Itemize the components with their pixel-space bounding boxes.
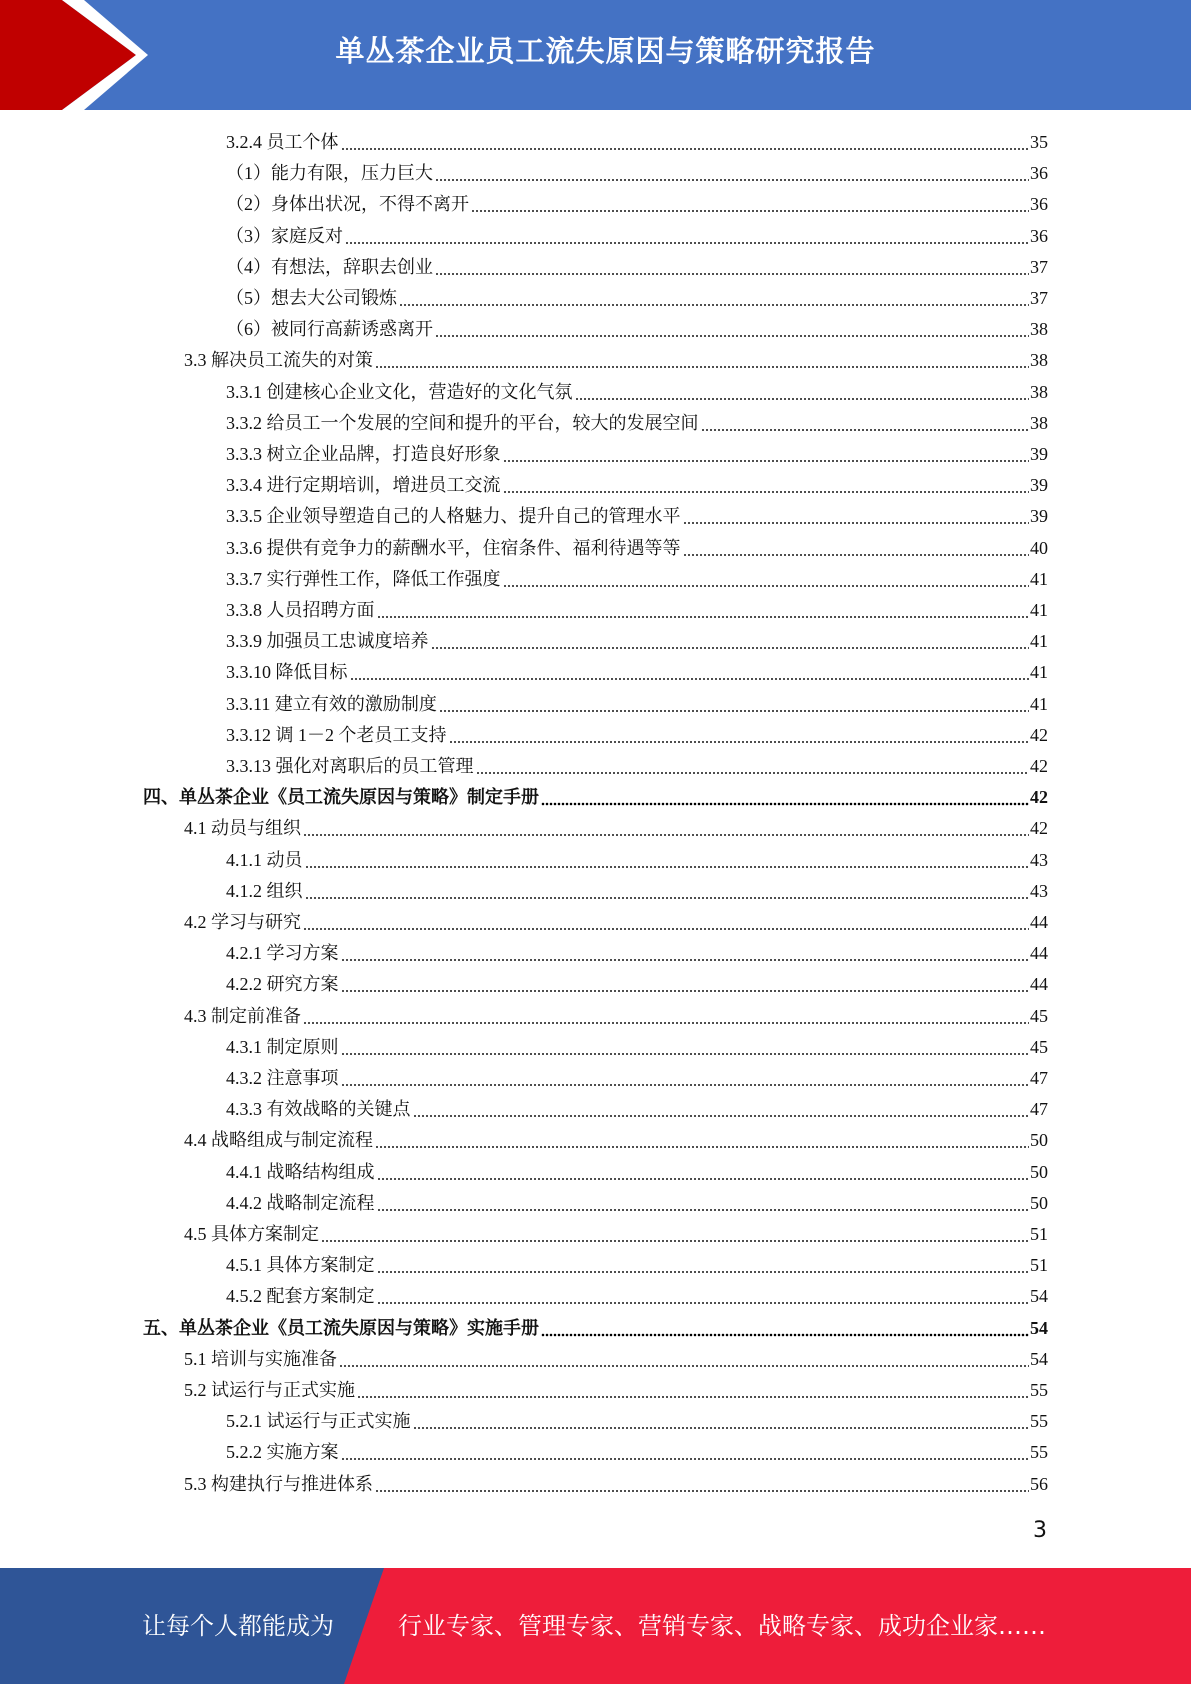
toc-entry-label: 4.3.2 注意事项 — [226, 1068, 339, 1088]
toc-entry-page: 56 — [1030, 1473, 1048, 1494]
toc-entry-page: 44 — [1030, 943, 1048, 964]
toc-entry-label: 5.3 构建执行与推进体系 — [184, 1473, 373, 1494]
toc-entry[interactable] — [226, 315, 1048, 343]
toc-entry-label: 5.1 培训与实施准备 — [184, 1348, 337, 1369]
toc-entry[interactable] — [143, 1314, 1048, 1342]
toc-entry-page: 35 — [1030, 132, 1048, 152]
toc-dot-leader — [683, 537, 1030, 557]
toc-dot-leader — [341, 1441, 1030, 1461]
toc-dot-leader — [683, 505, 1030, 525]
toc-entry-page: 38 — [1030, 381, 1048, 402]
toc-entry-page: 41 — [1030, 568, 1048, 589]
toc-entry-label: 3.3.8 人员招聘方面 — [226, 600, 375, 620]
page-footer — [0, 1568, 1191, 1684]
toc-dot-leader — [377, 1254, 1030, 1274]
toc-entry[interactable] — [226, 1282, 1048, 1310]
toc-entry-page: 50 — [1030, 1130, 1048, 1151]
toc-entry-label: （1）能力有限，压力巨大 — [226, 163, 433, 184]
toc-entry-page: 39 — [1030, 444, 1048, 464]
toc-dot-leader — [341, 973, 1030, 993]
toc-entry-label: 3.3.6 提供有竞争力的薪酬水平，住宿条件、福利待遇等等 — [226, 537, 681, 558]
toc-entry-label: 3.3.10 降低目标 — [226, 662, 348, 683]
toc-entry-page: 44 — [1030, 912, 1048, 932]
toc-entry[interactable] — [226, 1438, 1048, 1466]
toc-entry-label: （4）有想法，辞职去创业 — [226, 256, 433, 277]
toc-dot-leader — [431, 630, 1030, 650]
toc-entry-label: （2）身体出状况，不得不离开 — [226, 194, 469, 215]
toc-entry-page: 43 — [1030, 880, 1048, 901]
toc-entry[interactable] — [226, 534, 1048, 562]
toc-entry-page: 39 — [1030, 506, 1048, 527]
toc-entry-label: 3.3.2 给员工一个发展的空间和提升的平台，较大的发展空间 — [226, 412, 699, 433]
toc-entry[interactable] — [184, 908, 1048, 936]
toc-dot-leader — [375, 1473, 1029, 1493]
toc-entry-label: 五、单丛茶企业《员工流失原因与策略》实施手册 — [143, 1317, 539, 1338]
page-number: 3 — [1033, 1518, 1047, 1543]
toc-entry[interactable] — [226, 440, 1048, 468]
toc-entry[interactable] — [226, 877, 1048, 905]
toc-dot-leader — [377, 1285, 1030, 1305]
toc-dot-leader — [341, 131, 1030, 151]
toc-entry-label: 5.2 试运行与正式实施 — [184, 1380, 355, 1400]
toc-entry-label: 4.2.1 学习方案 — [226, 943, 339, 964]
toc-entry-label: 4.4.2 战略制定流程 — [226, 1192, 375, 1213]
toc-dot-leader — [377, 599, 1030, 619]
toc-dot-leader — [399, 287, 1029, 307]
toc-entry[interactable] — [226, 690, 1048, 718]
toc-entry[interactable] — [226, 627, 1048, 655]
toc-dot-leader — [476, 755, 1030, 775]
toc-entry-label: 4.2.2 研究方案 — [226, 974, 339, 995]
toc-entry[interactable] — [226, 658, 1048, 686]
toc-entry-page: 43 — [1030, 849, 1048, 870]
toc-entry[interactable] — [226, 721, 1048, 749]
toc-dot-leader — [341, 1036, 1030, 1056]
footer-slogan-right: 行业专家、管理专家、营销专家、战略专家、成功企业家…… — [398, 1612, 1046, 1640]
toc-dot-leader — [350, 661, 1030, 681]
toc-entry-label: 4.4 战略组成与制定流程 — [184, 1130, 373, 1151]
toc-entry-label: 4.5 具体方案制定 — [184, 1224, 319, 1244]
toc-dot-leader — [435, 162, 1029, 182]
toc-entry-label: 3.3.1 创建核心企业文化，营造好的文化气氛 — [226, 381, 573, 402]
toc-entry[interactable] — [184, 1220, 1048, 1248]
toc-entry-page: 51 — [1030, 1224, 1048, 1244]
toc-entry-label: 5.2.1 试运行与正式实施 — [226, 1411, 411, 1432]
toc-entry[interactable] — [226, 1189, 1048, 1217]
toc-entry[interactable] — [226, 378, 1048, 406]
toc-entry-label: 3.3.5 企业领导塑造自己的人格魅力、提升自己的管理水平 — [226, 506, 681, 527]
toc-entry-label: 四、单丛茶企业《员工流失原因与策略》制定手册 — [143, 787, 539, 808]
toc-entry-page: 50 — [1030, 1161, 1048, 1182]
toc-entry-page: 55 — [1030, 1380, 1048, 1400]
toc-entry-page: 38 — [1030, 319, 1048, 340]
toc-dot-leader — [701, 412, 1030, 432]
toc-entry[interactable] — [143, 783, 1048, 811]
footer-slogan-left: 让每个人都能成为 — [142, 1612, 334, 1640]
toc-dot-leader — [375, 1129, 1029, 1149]
toc-dot-leader — [357, 1379, 1029, 1399]
toc-entry[interactable] — [226, 1251, 1048, 1279]
toc-dot-leader — [303, 1005, 1029, 1025]
toc-dot-leader — [541, 786, 1029, 806]
toc-entry[interactable] — [226, 1158, 1048, 1186]
toc-dot-leader — [503, 443, 1030, 463]
toc-entry-label: 4.3 制定前准备 — [184, 1005, 301, 1026]
toc-entry[interactable] — [184, 1470, 1048, 1498]
toc-entry-page: 42 — [1030, 756, 1048, 776]
toc-entry-label: （3）家庭反对 — [226, 225, 343, 246]
toc-dot-leader — [341, 1067, 1030, 1087]
toc-dot-leader — [471, 193, 1029, 213]
toc-entry-label: 3.3.3 树立企业品牌，打造良好形象 — [226, 444, 501, 464]
toc-dot-leader — [449, 724, 1030, 744]
toc-entry-page: 55 — [1030, 1442, 1048, 1463]
toc-entry-page: 50 — [1030, 1192, 1048, 1213]
toc-entry[interactable] — [226, 939, 1048, 967]
toc-entry-page: 38 — [1030, 412, 1048, 433]
toc-entry-label: 4.4.1 战略结构组成 — [226, 1161, 375, 1182]
toc-entry[interactable] — [226, 284, 1048, 312]
toc-dot-leader — [439, 693, 1029, 713]
toc-entry-label: 4.3.1 制定原则 — [226, 1036, 339, 1057]
toc-entry[interactable] — [226, 846, 1048, 874]
toc-dot-leader — [321, 1223, 1029, 1243]
toc-entry-label: 5.2.2 实施方案 — [226, 1442, 339, 1463]
toc-dot-leader — [435, 318, 1029, 338]
toc-entry-page: 41 — [1030, 600, 1048, 620]
toc-entry-page: 47 — [1030, 1068, 1048, 1088]
toc-entry-page: 41 — [1030, 662, 1048, 683]
toc-dot-leader — [339, 1348, 1029, 1368]
toc-entry[interactable] — [184, 346, 1048, 374]
toc-entry[interactable] — [226, 409, 1048, 437]
toc-entry-page: 42 — [1030, 787, 1048, 808]
toc-entry-page: 37 — [1030, 288, 1048, 308]
toc-dot-leader — [375, 349, 1029, 369]
toc-entry-page: 38 — [1030, 350, 1048, 371]
toc-entry-page: 55 — [1030, 1411, 1048, 1432]
toc-entry-label: 4.1.2 组织 — [226, 880, 303, 901]
toc-dot-leader — [435, 256, 1029, 276]
toc-entry[interactable] — [226, 253, 1048, 281]
toc-entry[interactable] — [226, 1095, 1048, 1123]
toc-entry-page: 54 — [1030, 1348, 1048, 1369]
toc-entry-label: 4.2 学习与研究 — [184, 912, 301, 932]
toc-entry[interactable] — [184, 1002, 1048, 1030]
toc-entry-label: 4.5.1 具体方案制定 — [226, 1255, 375, 1276]
toc-entry-label: （5）想去大公司锻炼 — [226, 288, 397, 308]
toc-dot-leader — [413, 1098, 1030, 1118]
toc-entry-page: 37 — [1030, 256, 1048, 277]
toc-entry-label: 4.3.3 有效战略的关键点 — [226, 1099, 411, 1120]
toc-entry[interactable] — [226, 596, 1048, 624]
toc-entry[interactable] — [184, 1376, 1048, 1404]
toc-dot-leader — [341, 942, 1030, 962]
toc-entry[interactable] — [226, 1033, 1048, 1061]
toc-dot-leader — [303, 911, 1029, 931]
toc-entry-page: 36 — [1030, 194, 1048, 215]
toc-entry-page: 36 — [1030, 225, 1048, 246]
toc-entry-page: 42 — [1030, 724, 1048, 745]
toc-entry-page: 47 — [1030, 1099, 1048, 1120]
toc-entry-label: 3.3.13 强化对离职后的员工管理 — [226, 756, 474, 776]
toc-dot-leader — [305, 880, 1030, 900]
report-title: 单丛茶企业员工流失原因与策略研究报告 — [335, 33, 876, 68]
toc-entry-page: 41 — [1030, 631, 1048, 652]
toc-entry-label: 3.3.9 加强员工忠诚度培养 — [226, 631, 429, 652]
toc-dot-leader — [345, 225, 1029, 245]
toc-entry-page: 45 — [1030, 1005, 1048, 1026]
toc-entry[interactable] — [226, 1407, 1048, 1435]
toc-entry-page: 42 — [1030, 818, 1048, 839]
toc-entry-label: 3.3.7 实行弹性工作，降低工作强度 — [226, 568, 501, 589]
toc-entry[interactable] — [184, 1126, 1048, 1154]
toc-entry[interactable] — [226, 128, 1048, 156]
toc-dot-leader — [377, 1161, 1030, 1181]
toc-entry-page: 40 — [1030, 537, 1048, 558]
toc-entry-label: 3.3 解决员工流失的对策 — [184, 350, 373, 371]
toc-dot-leader — [413, 1410, 1030, 1430]
toc-entry-label: （6）被同行高薪诱惑离开 — [226, 319, 433, 340]
toc-entry[interactable] — [226, 752, 1048, 780]
toc-entry-page: 41 — [1030, 693, 1048, 714]
toc-entry[interactable] — [226, 565, 1048, 593]
toc-entry[interactable] — [226, 970, 1048, 998]
toc-dot-leader — [503, 474, 1030, 494]
toc-dot-leader — [377, 1192, 1030, 1212]
toc-dot-leader — [575, 381, 1030, 401]
toc-entry-page: 44 — [1030, 974, 1048, 995]
toc-entry-label: 3.3.11 建立有效的激励制度 — [226, 693, 437, 714]
toc-entry-page: 45 — [1030, 1036, 1048, 1057]
toc-dot-leader — [503, 568, 1030, 588]
toc-entry-label: 4.5.2 配套方案制定 — [226, 1286, 375, 1307]
toc-entry[interactable] — [226, 1064, 1048, 1092]
toc-entry-label: 4.1 动员与组织 — [184, 818, 301, 839]
toc-entry[interactable] — [226, 471, 1048, 499]
toc-entry[interactable] — [184, 814, 1048, 842]
toc-entry-page: 54 — [1030, 1317, 1048, 1338]
toc-entry[interactable] — [184, 1345, 1048, 1373]
toc-entry-label: 3.2.4 员工个体 — [226, 132, 339, 152]
page-header — [0, 0, 1191, 110]
toc-entry[interactable] — [226, 190, 1048, 218]
toc-entry-label: 3.3.12 调 1－2 个老员工支持 — [226, 724, 447, 745]
toc-entry[interactable] — [226, 502, 1048, 530]
toc-entry-page: 54 — [1030, 1286, 1048, 1307]
toc-entry-page: 51 — [1030, 1255, 1048, 1276]
toc-entry-page: 36 — [1030, 163, 1048, 184]
toc-dot-leader — [305, 849, 1030, 869]
toc-entry-page: 39 — [1030, 475, 1048, 496]
toc-dot-leader — [303, 817, 1029, 837]
toc-entry-label: 4.1.1 动员 — [226, 849, 303, 870]
toc-entry[interactable] — [226, 222, 1048, 250]
toc-entry[interactable] — [226, 159, 1048, 187]
toc-entry-label: 3.3.4 进行定期培训，增进员工交流 — [226, 475, 501, 496]
toc-dot-leader — [541, 1317, 1029, 1337]
